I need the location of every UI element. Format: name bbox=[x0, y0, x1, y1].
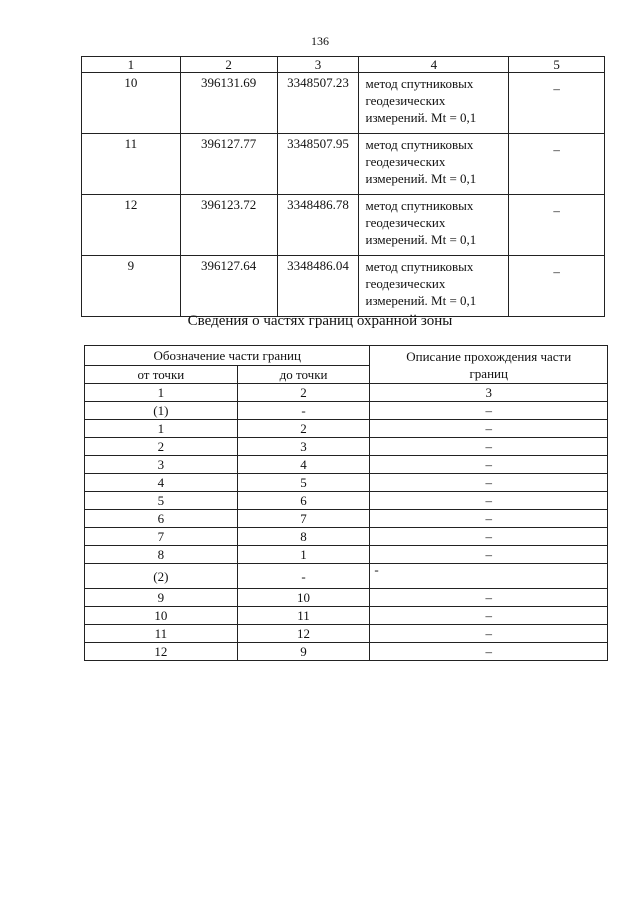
to-point: 3 bbox=[237, 438, 370, 456]
column-number: 2 bbox=[180, 57, 277, 73]
boundary-parts-table bbox=[84, 345, 608, 661]
coordinates-table bbox=[81, 56, 605, 317]
column-number: 2 bbox=[237, 384, 370, 402]
table-row bbox=[85, 420, 608, 438]
method-line: измерений. Mt = 0,1 bbox=[365, 110, 477, 125]
from-point: 12 bbox=[85, 643, 238, 661]
from-point: 9 bbox=[85, 589, 238, 607]
part-description: – bbox=[370, 420, 608, 438]
table-row bbox=[85, 456, 608, 474]
header-description-line: Описание прохождения части bbox=[406, 349, 572, 364]
from-point: 11 bbox=[85, 625, 238, 643]
column-5-value: – bbox=[509, 256, 605, 317]
y-coordinate: 3348486.78 bbox=[277, 195, 359, 256]
table-row bbox=[85, 643, 608, 661]
method-line: геодезических bbox=[365, 276, 446, 291]
table-row bbox=[82, 256, 605, 317]
point-number: 10 bbox=[82, 73, 181, 134]
from-point: 5 bbox=[85, 492, 238, 510]
part-description: – bbox=[370, 643, 608, 661]
table-row bbox=[85, 510, 608, 528]
method-line: метод спутниковых bbox=[365, 259, 474, 274]
parts-header-row bbox=[85, 346, 608, 366]
column-number: 5 bbox=[509, 57, 605, 73]
part-description: – bbox=[370, 528, 608, 546]
part-description: – bbox=[370, 438, 608, 456]
column-5-value: – bbox=[509, 195, 605, 256]
table-row bbox=[85, 492, 608, 510]
column-number: 4 bbox=[359, 57, 509, 73]
part-description: – bbox=[370, 625, 608, 643]
method-description bbox=[359, 256, 509, 317]
method-description bbox=[359, 195, 509, 256]
table-row bbox=[85, 528, 608, 546]
table-row bbox=[85, 438, 608, 456]
point-number: 9 bbox=[82, 256, 181, 317]
part-description: – bbox=[370, 456, 608, 474]
x-coordinate: 396127.77 bbox=[180, 134, 277, 195]
header-description bbox=[370, 346, 608, 384]
from-point: (1) bbox=[85, 402, 238, 420]
to-point: 6 bbox=[237, 492, 370, 510]
from-point: 1 bbox=[85, 420, 238, 438]
x-coordinate: 396131.69 bbox=[180, 73, 277, 134]
to-point: 1 bbox=[237, 546, 370, 564]
table-row bbox=[82, 134, 605, 195]
to-point: 12 bbox=[237, 625, 370, 643]
point-number: 11 bbox=[82, 134, 181, 195]
header-from-point: от точки bbox=[85, 366, 238, 384]
to-point: 11 bbox=[237, 607, 370, 625]
table-row bbox=[85, 474, 608, 492]
from-point: 7 bbox=[85, 528, 238, 546]
to-point: 8 bbox=[237, 528, 370, 546]
column-number: 1 bbox=[82, 57, 181, 73]
header-description-line: границ bbox=[469, 366, 508, 381]
from-point: 10 bbox=[85, 607, 238, 625]
to-point: - bbox=[237, 564, 370, 589]
from-point: 8 bbox=[85, 546, 238, 564]
table-row bbox=[85, 564, 608, 589]
y-coordinate: 3348486.04 bbox=[277, 256, 359, 317]
from-point: 2 bbox=[85, 438, 238, 456]
part-description: – bbox=[370, 402, 608, 420]
part-description: – bbox=[370, 492, 608, 510]
method-description bbox=[359, 134, 509, 195]
to-point: 4 bbox=[237, 456, 370, 474]
method-line: измерений. Mt = 0,1 bbox=[365, 293, 477, 308]
part-description: – bbox=[370, 589, 608, 607]
method-line: геодезических bbox=[365, 93, 446, 108]
part-description: – bbox=[370, 607, 608, 625]
to-point: 9 bbox=[237, 643, 370, 661]
from-point: 3 bbox=[85, 456, 238, 474]
x-coordinate: 396123.72 bbox=[180, 195, 277, 256]
from-point: 4 bbox=[85, 474, 238, 492]
to-point: - bbox=[237, 402, 370, 420]
to-point: 2 bbox=[237, 420, 370, 438]
method-line: метод спутниковых bbox=[365, 137, 474, 152]
y-coordinate: 3348507.95 bbox=[277, 134, 359, 195]
part-description: – bbox=[370, 546, 608, 564]
method-line: геодезических bbox=[365, 215, 446, 230]
method-line: измерений. Mt = 0,1 bbox=[365, 171, 477, 186]
header-boundary-designation: Обозначение части границ bbox=[85, 346, 370, 366]
point-number: 12 bbox=[82, 195, 181, 256]
table-row bbox=[85, 589, 608, 607]
part-description: – bbox=[370, 474, 608, 492]
page-number: 136 bbox=[311, 34, 329, 48]
to-point: 7 bbox=[237, 510, 370, 528]
table-row bbox=[85, 625, 608, 643]
method-line: измерений. Mt = 0,1 bbox=[365, 232, 477, 247]
method-line: метод спутниковых bbox=[365, 198, 474, 213]
column-5-value: – bbox=[509, 73, 605, 134]
y-coordinate: 3348507.23 bbox=[277, 73, 359, 134]
part-description: – bbox=[370, 510, 608, 528]
to-point: 10 bbox=[237, 589, 370, 607]
header-to-point: до точки bbox=[237, 366, 370, 384]
column-5-value: – bbox=[509, 134, 605, 195]
to-point: 5 bbox=[237, 474, 370, 492]
section-title: Сведения о частях границ охранной зоны bbox=[187, 313, 453, 329]
column-number: 3 bbox=[277, 57, 359, 73]
x-coordinate: 396127.64 bbox=[180, 256, 277, 317]
column-number: 1 bbox=[85, 384, 238, 402]
coordinates-header-row bbox=[82, 57, 605, 73]
method-line: метод спутниковых bbox=[365, 76, 474, 91]
parts-numbering-row bbox=[85, 384, 608, 402]
method-line: геодезических bbox=[365, 154, 446, 169]
table-row bbox=[85, 402, 608, 420]
table-row bbox=[82, 73, 605, 134]
table-row bbox=[85, 546, 608, 564]
part-description: - bbox=[370, 564, 608, 589]
column-number: 3 bbox=[370, 384, 608, 402]
from-point: 6 bbox=[85, 510, 238, 528]
table-row bbox=[82, 195, 605, 256]
method-description bbox=[359, 73, 509, 134]
table-row bbox=[85, 607, 608, 625]
from-point: (2) bbox=[85, 564, 238, 589]
